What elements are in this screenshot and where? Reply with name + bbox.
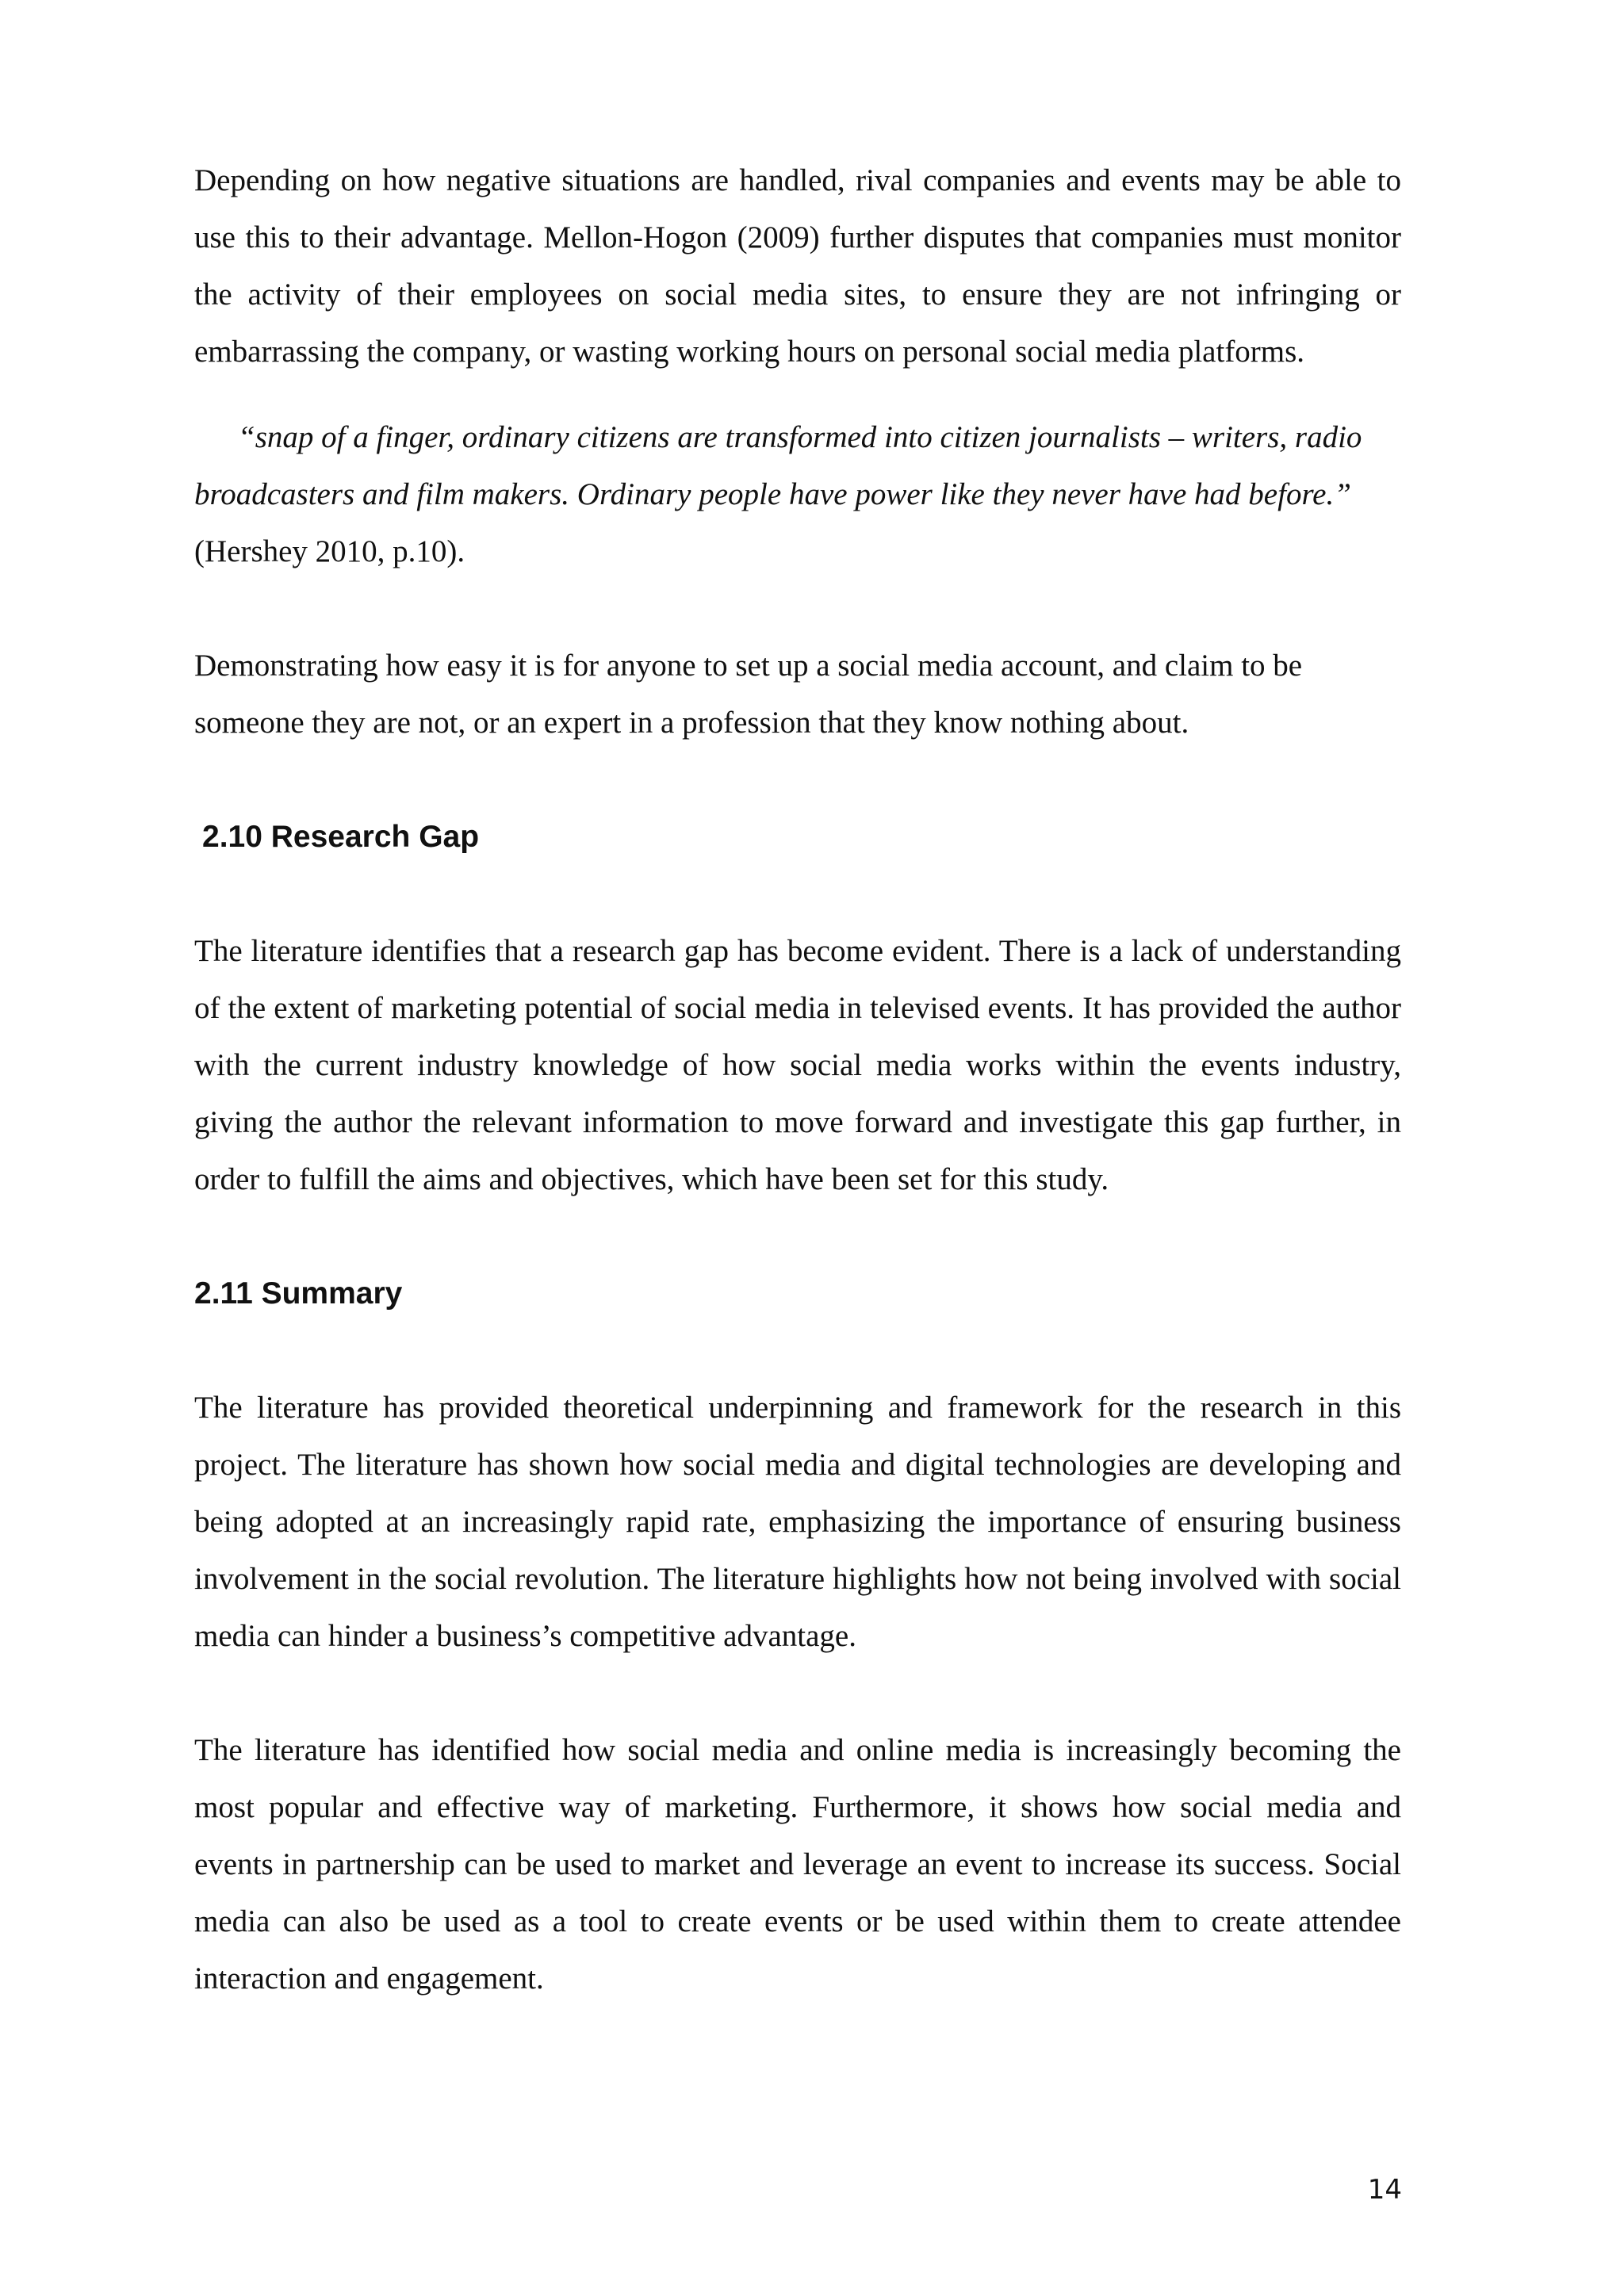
hershey-quote: [194, 409, 1401, 580]
heading-summary: 2.11 Summary: [194, 1276, 403, 1311]
paragraph-summary-marketing: The literature has identified how social media and online media is increasingly becoming the most popular and effective way of marketing. Furthermore, it shows how social media and events in partnership can be used to market and leverage an event to increase its success. Social media can also be used as a tool to create events or be used within them to create attendee interaction and engagement.: [194, 1733, 1401, 1996]
paragraph-demonstrating: Demonstrating how easy it is for anyone to set up a social media account, and claim to be someone they are not, or an expert in a profession that they know nothing about.: [194, 649, 1303, 740]
page-body: [194, 152, 1401, 2007]
paragraph-research-gap: The literature identifies that a research gap has become evident. There is a lack of understanding of the extent of marketing potential of social media in televised events. It has provided the author with the current industry knowledge of how social media works within the events industry, giving the author the relevant information to move forward and investigate this gap further, in order to fulfill the aims and objectives, which have been set for this study.: [194, 934, 1401, 1196]
page-number: 14: [1367, 2174, 1402, 2206]
paragraph-summary-theory: The literature has provided theoretical underpinning and framework for the research in this project. The literature has shown how social media and digital technologies are developing and being adopted at an increasingly rapid rate, emphasizing the importance of ensuring business involvement in the social revolution. The literature highlights how not being involved with social media can hinder a business’s competitive advantage.: [194, 1391, 1401, 1653]
quote-text: “snap of a finger, ordinary citizens are transformed into citizen journalists – writers, radio broadcasters and film makers. Ordinary people have power like they never have had before.”: [194, 420, 1362, 511]
quote-citation: (Hershey 2010, p.10).: [194, 534, 465, 568]
paragraph-negative-situations: Depending on how negative situations are handled, rival companies and events may be able to use this to their advantage. Mellon-Hogon (2009) further disputes that companies must monitor the activity of their employees on social media sites, to ensure they are not infringing or embarrassing the company, or wasting working hours on personal social media platforms.: [194, 163, 1401, 369]
heading-research-gap: 2.10 Research Gap: [202, 820, 480, 854]
